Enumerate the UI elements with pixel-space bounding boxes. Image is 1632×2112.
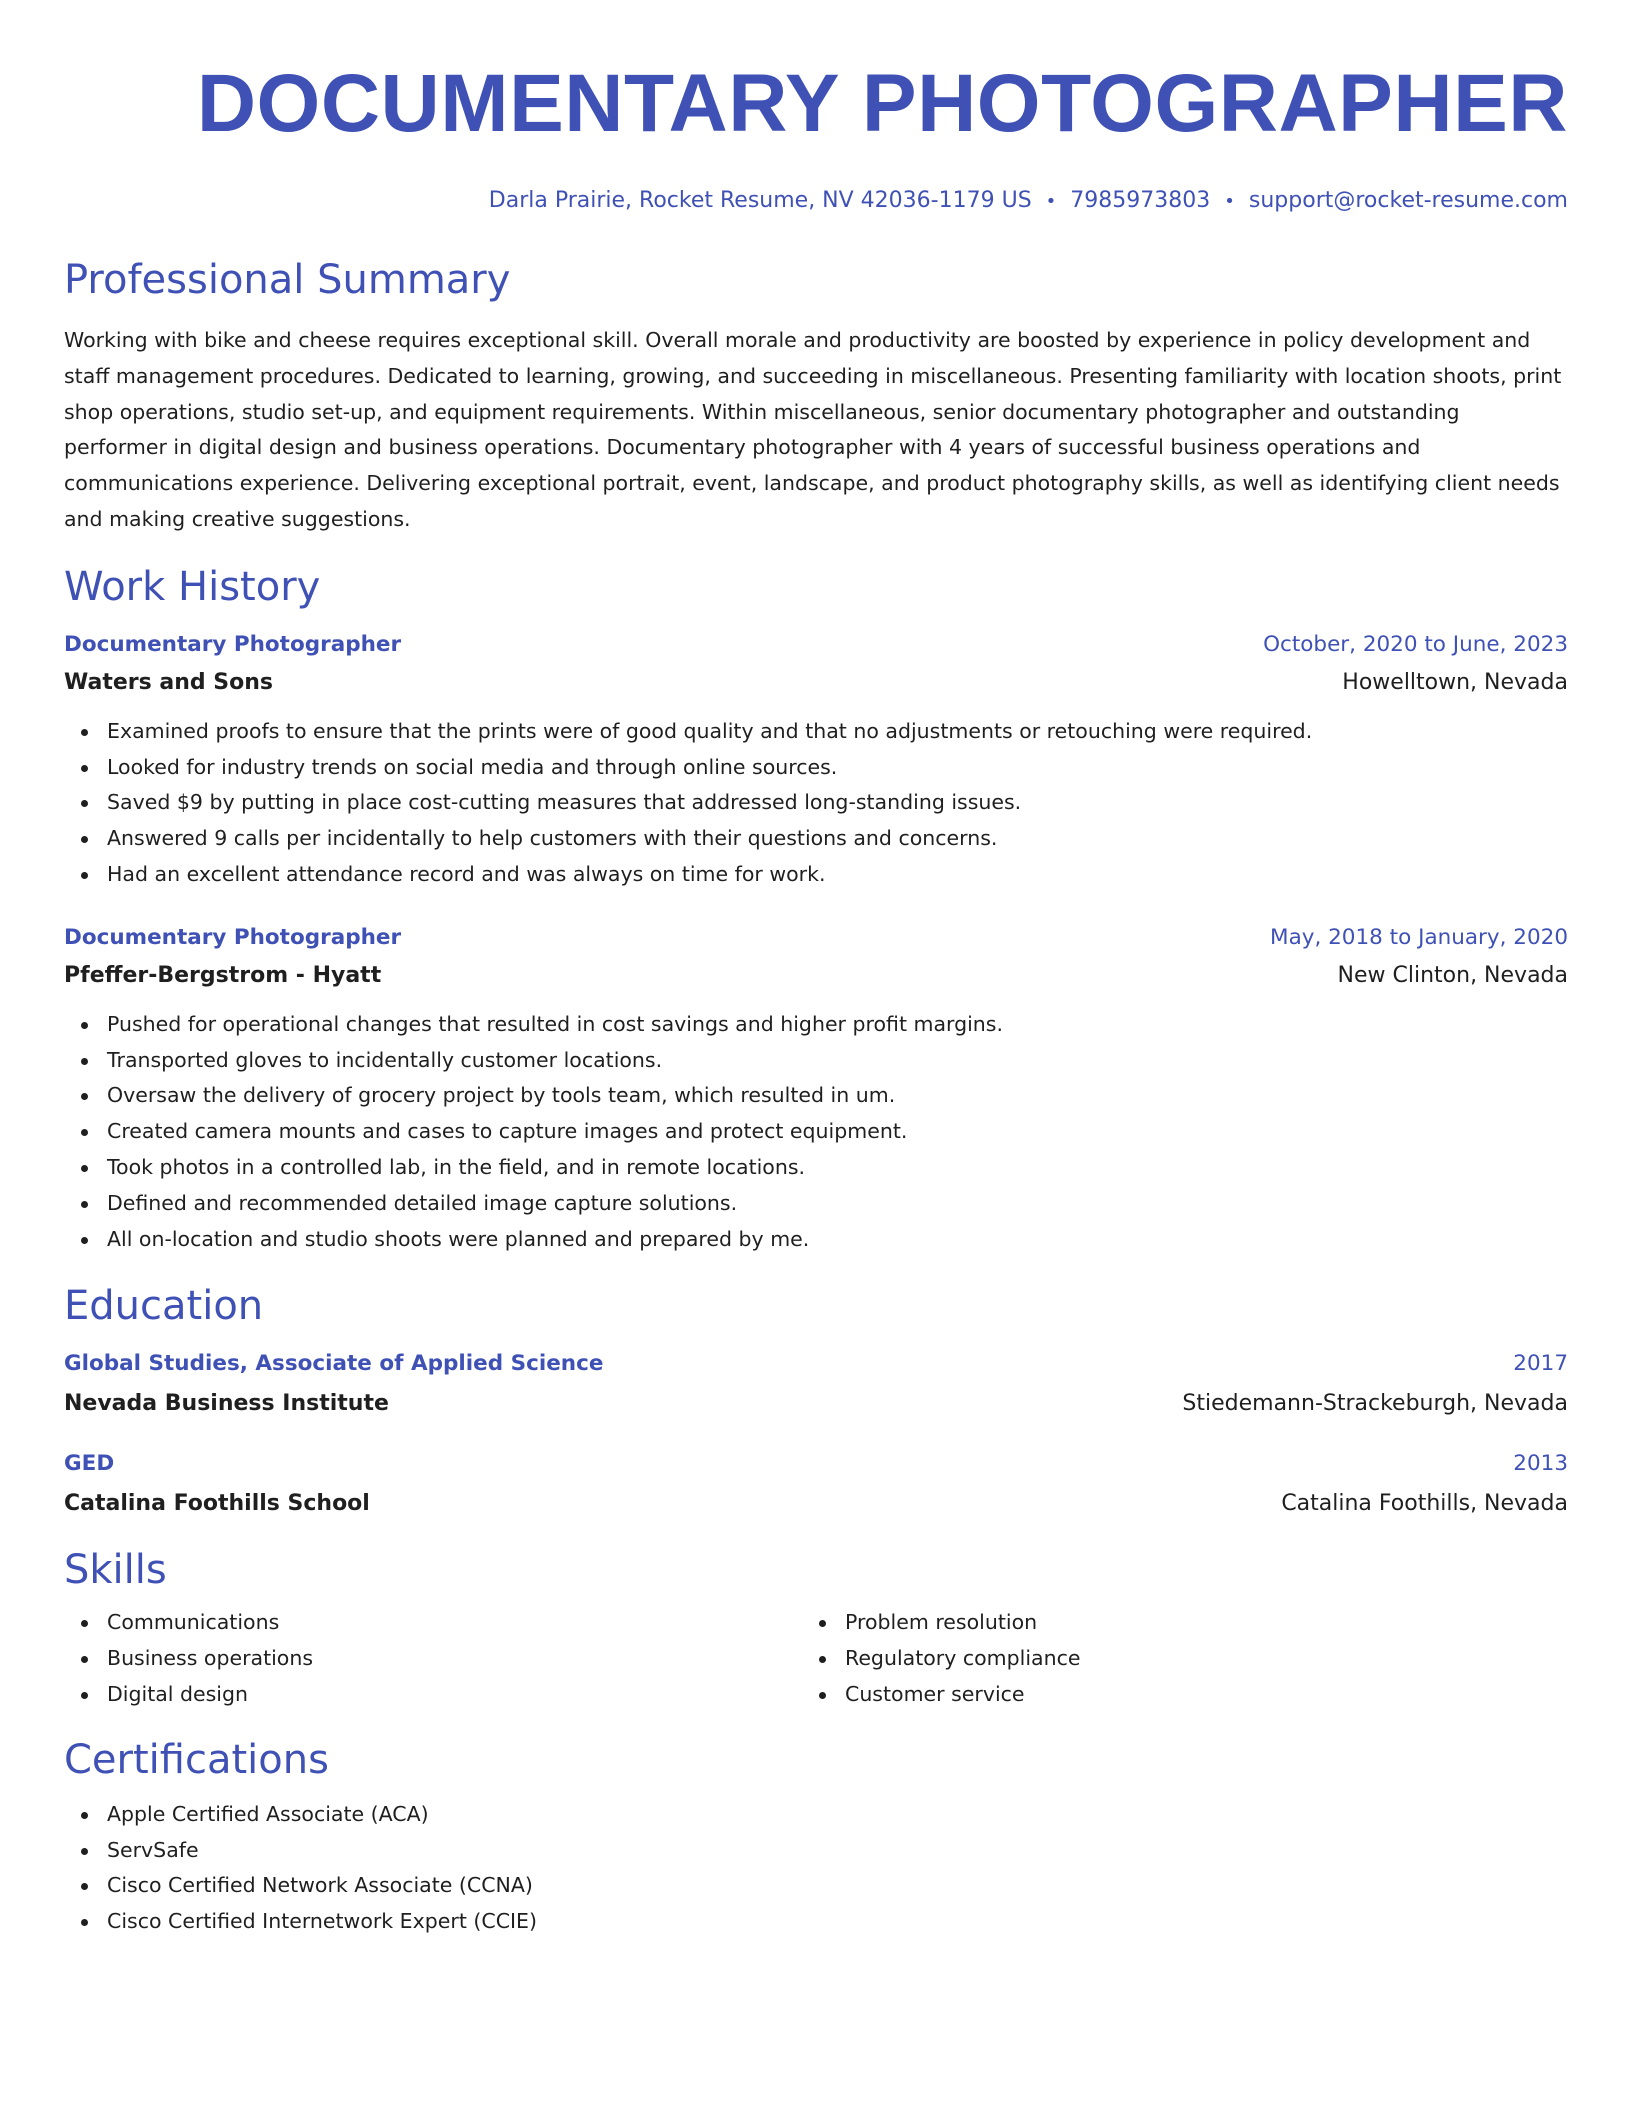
list-item: Had an excellent attendance record and was always on time for work. [107,857,1568,893]
list-item: Answered 9 calls per incidentally to help customers with their questions and concerns. [107,821,1568,857]
list-item: Created camera mounts and cases to capture images and protect equipment. [107,1114,1568,1150]
education-location: Stiedemann-Strackeburgh, Nevada [1182,1391,1568,1417]
education-header [64,1349,1568,1379]
job-location: New Clinton, Nevada [1337,962,1568,988]
list-item: Digital design [107,1677,802,1713]
education-degree: GED [64,1451,115,1477]
education-year: 2017 [1513,1351,1568,1377]
contact-line [64,186,1568,217]
job-title: Documentary Photographer [64,924,402,950]
job-location: Howelltown, Nevada [1342,669,1568,695]
education-school: Catalina Foothills School [64,1491,370,1517]
job-subheader [64,668,1568,698]
job-company: Pfeffer-Bergstrom - Hyatt [64,962,382,988]
contact-address: Darla Prairie, Rocket Resume, NV 42036-1179 US [488,188,1032,213]
education-entry [64,1349,1568,1419]
section-heading-skills: Skills [64,1547,167,1594]
job-header [64,923,1568,953]
list-item: ServSafe [107,1833,1568,1869]
job-bullets [64,714,1568,893]
education-header [64,1449,1568,1479]
contact-phone[interactable]: 7985973803 [1070,188,1211,213]
list-item: Problem resolution [845,1605,1540,1641]
section-heading-summary: Professional Summary [64,257,511,303]
list-item: Oversaw the delivery of grocery project by tools team, which resulted in um. [107,1078,1568,1114]
education-school: Nevada Business Institute [64,1391,389,1417]
list-item: Communications [107,1605,802,1641]
education-location: Catalina Foothills, Nevada [1281,1491,1568,1517]
section-heading-certifications: Certifications [64,1736,329,1783]
list-item: Regulatory compliance [845,1641,1540,1677]
skills-grid [64,1605,1568,1712]
education-degree: Global Studies, Associate of Applied Science [64,1351,604,1377]
list-item: Examined proofs to ensure that the prints were of good quality and that no adjustments or retouching were required. [107,714,1568,750]
list-item: Pushed for operational changes that resulted in cost savings and higher profit margins. [107,1007,1568,1043]
contact-separator: • [1045,191,1057,212]
job-dates: October, 2020 to June, 2023 [1263,631,1568,657]
section-heading-education: Education [64,1283,264,1330]
job-entry [64,630,1568,893]
list-item: Cisco Certified Network Associate (CCNA) [107,1868,1568,1904]
job-dates: May, 2018 to January, 2020 [1270,924,1568,950]
list-item: Saved $9 by putting in place cost-cutting measures that addressed long-standing issues. [107,785,1568,821]
skills-list [802,1605,1540,1712]
list-item: Transported gloves to incidentally customer locations. [107,1043,1568,1079]
contact-email[interactable]: support@rocket-resume.com [1248,188,1568,213]
contact-separator: • [1224,191,1235,212]
summary-text: Working with bike and cheese requires exceptional skill. Overall morale and productivity are boosted by experience in policy development and staff management procedures. Dedicated to learning, growing, and succeeding in miscellaneous. Presenting familiarity with location shoots, print shop operations, studio set-up, and equipment requirements. Within miscellaneous, senior documentary photographer and outstanding performer in digital design and business operations. Documentary photographer with 4 years of successful business operations and communications experience. Delivering exceptional portrait, event, landscape, and product photography skills, as well as identifying client needs and making creative suggestions. [64,328,1562,531]
job-entry [64,923,1568,1258]
job-company: Waters and Sons [64,669,273,695]
resume-title: DOCUMENTARY PHOTOGRAPHER [196,58,1568,149]
job-header [64,630,1568,660]
skills-column-left [64,1605,802,1712]
certifications-list [64,1797,1568,1940]
section-heading-work-history: Work History [64,563,321,610]
job-bullets [64,1007,1568,1258]
list-item: Business operations [107,1641,802,1677]
job-subheader [64,961,1568,991]
education-subheader [64,1489,1568,1519]
education-entry [64,1449,1568,1519]
list-item: Took photos in a controlled lab, in the field, and in remote locations. [107,1150,1568,1186]
skills-column-right [802,1605,1540,1712]
list-item: Apple Certified Associate (ACA) [107,1797,1568,1833]
list-item: Looked for industry trends on social media and through online sources. [107,750,1568,786]
education-subheader [64,1389,1568,1419]
list-item: All on-location and studio shoots were planned and prepared by me. [107,1222,1568,1258]
list-item: Defined and recommended detailed image capture solutions. [107,1186,1568,1222]
education-year: 2013 [1513,1451,1568,1477]
job-title: Documentary Photographer [64,631,402,657]
list-item: Customer service [845,1677,1540,1713]
skills-list [64,1605,802,1712]
list-item: Cisco Certified Internetwork Expert (CCIE) [107,1904,1568,1940]
